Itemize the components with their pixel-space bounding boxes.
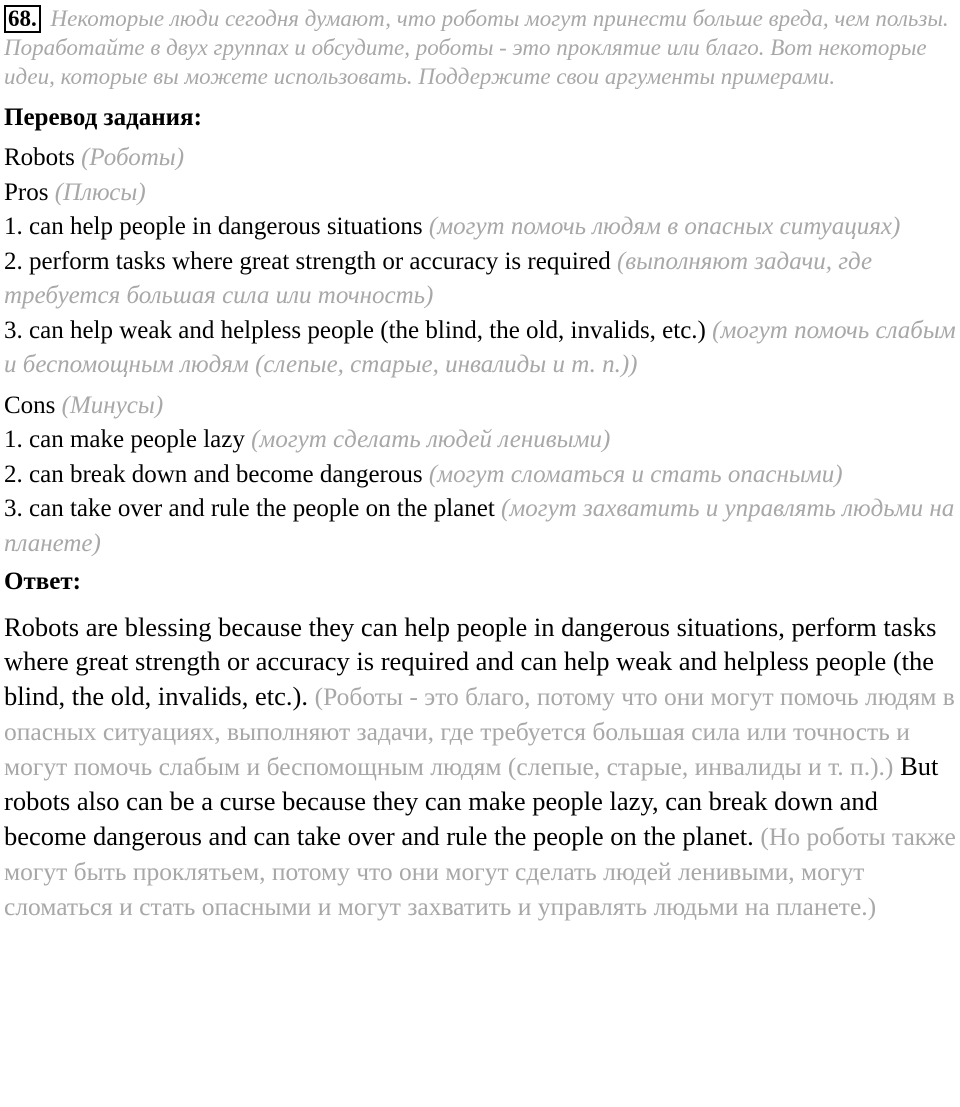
pros-item-1 xyxy=(4,210,956,245)
pros-line xyxy=(4,176,956,211)
cons-item-text: 3. can take over and rule the people on the planet xyxy=(4,495,495,522)
exercise-task-text: Некоторые люди сегодня думают, что роботы могут принести больше вреда, чем пользы. Поработайте в двух группах и обсудите, роботы - это проклятие или благо. Вот некоторые идеи, которые вы можете использовать. Поддержите свои аргументы примерами. xyxy=(4,6,949,89)
cons-item-3 xyxy=(4,492,956,561)
pros-item-translation: (могут помочь людям в опасных ситуациях) xyxy=(428,213,901,240)
cons-item-translation: (могут захватить и управлять людьми на планете) xyxy=(4,495,955,557)
answer-part2-en: But robots also can be a curse because they can make people lazy, can break down and become dangerous and can take over and rule the people on the planet. xyxy=(4,751,939,851)
answer-paragraph xyxy=(4,610,956,925)
exercise-number: 68. xyxy=(4,5,41,33)
answer-heading: Ответ: xyxy=(4,568,81,595)
pros-item-translation: (могут помочь слабым и беспомощным людям (слепые, старые, инвалиды и т. п.)) xyxy=(4,316,956,378)
exercise-task xyxy=(4,4,956,91)
cons-item-2 xyxy=(4,458,956,493)
pros-item-translation: (выполняют задачи, где требуется большая сила или точность) xyxy=(4,247,873,309)
translation-heading: Перевод задания: xyxy=(4,104,202,131)
page xyxy=(4,4,956,925)
answer-part1-en: Robots are blessing because they can help people in dangerous situations, perform tasks where great strength or accuracy is required and can help weak and helpless people (the blind, the old, invalids, etc.). xyxy=(4,612,937,711)
cons-line xyxy=(4,389,956,424)
pros-item-3 xyxy=(4,314,956,383)
cons-item-translation: (могут сделать людей ленивыми) xyxy=(251,426,611,453)
answer-part1-ru: (Роботы - это благо, потому что они могут помочь людям в опасных ситуациях, выполняют задачи, где требуется большая сила или точность и могут помочь слабым и беспомощным людям (слепые, старые, инвалиды и т. п.).) xyxy=(4,681,955,782)
robots-label: Robots xyxy=(4,144,75,171)
cons-item-text: 2. can break down and become dangerous xyxy=(4,460,423,488)
pros-item-text: 2. perform tasks where great strength or accuracy is required xyxy=(4,247,611,275)
pros-item-2 xyxy=(4,245,956,314)
cons-label: Cons xyxy=(4,391,56,419)
pros-label: Pros xyxy=(4,178,49,206)
pros-item-text: 1. can help people in dangerous situations xyxy=(4,213,423,240)
robots-line xyxy=(4,141,956,176)
cons-item-translation: (могут сломаться и стать опасными) xyxy=(428,460,843,488)
pros-item-text: 3. can help weak and helpless people (the blind, the old, invalids, etc.) xyxy=(4,316,706,344)
cons-item-text: 1. can make people lazy xyxy=(4,426,245,453)
pros-translation: (Плюсы) xyxy=(54,178,146,206)
cons-translation: (Минусы) xyxy=(61,391,164,419)
robots-translation: (Роботы) xyxy=(81,144,185,171)
cons-item-1 xyxy=(4,423,956,458)
answer-part2-ru: (Но роботы также могут быть проклятьем, потому что они могут сделать людей ленивыми, могут сломаться и стать опасными и могут захватить и управлять людьми на планете.) xyxy=(4,821,956,922)
